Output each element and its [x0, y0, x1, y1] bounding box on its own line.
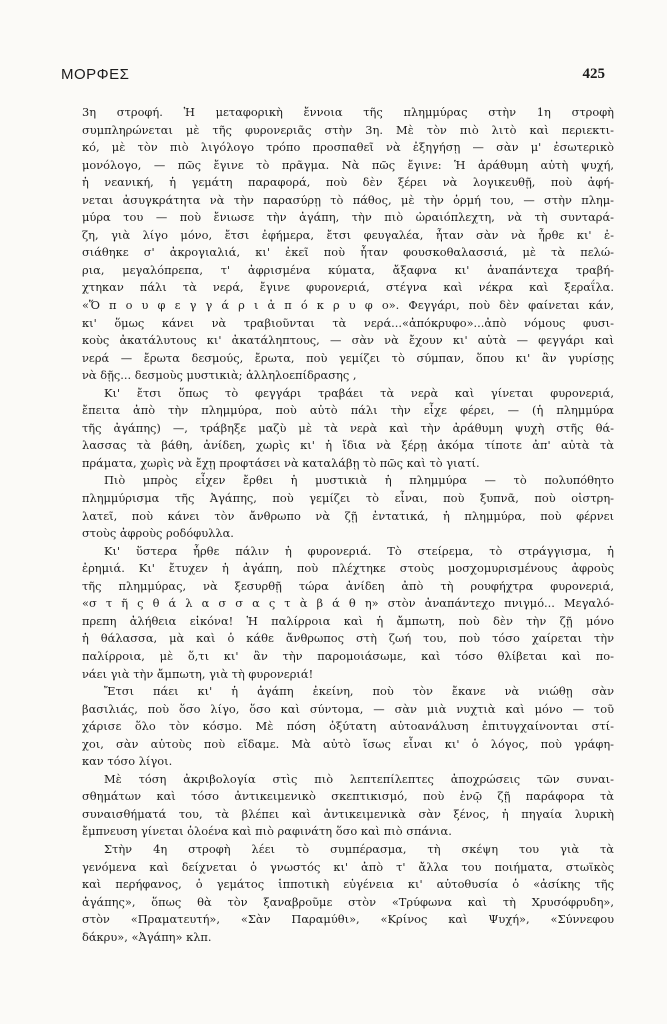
text-line: σιάθηκε σ' ἀκρογιαλιά, κι' ἐκεῖ ποὺ ἦταν φουσκοθαλασσιά, μὲ τὰ πελώ-: [82, 245, 614, 260]
text-line: Στὴν 4η στροφὴ λέει τὸ συμπέρασμα, τὴ σκέψη του γιὰ τὰ: [104, 841, 614, 856]
text-line: ρια, μεγαλόπρεπα, τ' ἀφρισμένα κύματα, ἄξαφνα κι' ἀναπάντεχα τραβή-: [82, 262, 614, 277]
text-line: λασσας τὰ βάθη, ἀνίδεη, χωρὶς κι' ἡ ἴδια νὰ ξέρῃ ἀκόμα τίποτε ἀπ' αὐτὰ τὰ: [82, 438, 614, 453]
text-line: Κι' ὕστερα ἦρθε πάλιν ἡ φυρονεριά. Τὸ στείρεμα, τὸ στράγγισμα, ἡ: [104, 543, 614, 558]
text-line: «σ τ ῆ ς θ ά λ α σ σ α ς τ ὰ β ά θ η» στὸν ἀναπάντεχο πνιγμό... Μεγαλό-: [82, 596, 614, 611]
text-line: στοὺς ἀφροὺς ροδόφυλλα.: [82, 526, 234, 541]
text-line: Κι' ἔτσι ὅπως τὸ φεγγάρι τραβάει τὰ νερὰ καὶ γίνεται φυρονεριά,: [104, 385, 614, 400]
text-line: κι' ὅμως κάνει νὰ τραβιοῦνται τὰ νερά...«ἀπόκρυφο»...ἀπὸ νόμους φυσι-: [82, 315, 614, 330]
text-line: νὰ δῇς... δεσμοὺς μυστικιὰ; ἀλληλοεπίδρασης ,: [82, 368, 357, 383]
text-line: ἡ θάλασσα, μὰ καὶ ὁ κάθε ἄνθρωπος στὴ ζωή του, ποὺ τόσο χαίρεται τὴν: [82, 631, 614, 646]
text-line: κό, μὲ τὸν πιὸ λιγόλογο τρόπο προσπαθεῖ νὰ ἐξηγήσῃ — σὰν μ' ἐσωτερικὸ: [82, 140, 614, 155]
text-line: τῆς πλημμύρας, νὰ ξεσυρθῇ τώρα ἀνίδεη ἀπὸ τὴ ρουφήχτρα φυρονεριά,: [82, 578, 614, 593]
text-line: χτηκαν πάλι τὰ νερά, ἔγινε φυρονεριά, στέγνα καὶ νέκρα καὶ ξεραΐλα.: [82, 280, 614, 295]
text-line: στὸν «Πραματευτή», «Σὰν Παραμύθι», «Κρίνος καὶ Ψυχή», «Σύννεφου: [82, 912, 614, 927]
text-line: νερά — ἔρωτα δεσμούς, ἔρωτα, ποὺ γεμίζει τὸ σύμπαν, ὅπου κι' ἂν γυρίσῃς: [82, 350, 614, 365]
text-line: μύρα του — ποὺ ἔνιωσε τὴν ἀγάπη, τὴν πιὸ ὡραιόπλεχτη, νὰ τὴ συνταρά-: [82, 210, 614, 225]
text-line: μονόλογο, — πῶς ἔγινε τὸ πρᾶγμα. Νὰ πῶς ἔγινε: Ἡ ἀράθυμη αὐτὴ ψυχή,: [82, 157, 614, 172]
text-line: νάει γιὰ τὴν ἄμπωτη, γιὰ τὴ φυρονεριά!: [82, 666, 314, 681]
text-line: σθημάτων καὶ τόσο ἀντικειμενικὸ σκεπτικισμό, ποὺ ἐνῷ ζῇ παράφορα τὰ: [82, 789, 614, 804]
text-line: πράματα, χωρὶς νὰ ἔχῃ προφτάσει νὰ καταλάβῃ τὸ πῶς καὶ τὸ γιατί.: [82, 455, 480, 470]
text-line: ἔπειτα ἀπὸ τὴν πλημμύρα, ποὺ αὐτὸ πάλι τὴν εἶχε φέρει, — (ἡ πλημμύρα: [82, 403, 614, 418]
body-text: [82, 104, 614, 946]
text-line: καν τόσο λίγοι.: [82, 754, 173, 769]
text-line: παλίρροια, μὲ ὅ,τι κι' ἂν τὴν παρομοιάσωμε, καὶ τόσο θλίβεται καὶ πο-: [82, 648, 614, 663]
text-line: Πιὸ μπρὸς εἶχεν ἔρθει ἡ μυστικιὰ ἡ πλημμύρα — τὸ πολυπόθητο: [104, 473, 614, 488]
text-line: λατεῖ, ποὺ κάνει τὸν ἄνθρωπο νὰ ζῇ ἐντατικά, ἡ πλημμύρα, ποὺ φέρνει: [82, 508, 614, 523]
text-line: ζη, γιὰ λίγο μόνο, ἔτσι ἐφήμερα, ἔτσι φευγαλέα, ἦταν σὰν νὰ ἦρθε κι' ἐ-: [82, 227, 614, 242]
text-line: ἔμπνευση γίνεται ὁλοένα καὶ πιὸ ραφινάτη ὅσο καὶ πιὸ σπάνια.: [82, 824, 452, 839]
running-header-title: ΜΟΡΦΕΣ: [61, 66, 130, 83]
text-line: βασιλιάς, ποὺ ὅσο λίγο, ὅσο καὶ σύντομα, — σὰν μιὰ νυχτιὰ καὶ μόνο — τοῦ: [82, 701, 614, 716]
text-line: 3η στροφή. Ἡ μεταφορικὴ ἔννοια τῆς πλημμύρας στὴν 1η στροφὴ: [82, 105, 614, 119]
text-line: νεται ἀσυγκράτητα νὰ τὴν παρασύρῃ τὸ πάθος, μὲ τὴν ὁρμή του, — στὴν πλημ-: [82, 192, 614, 207]
text-line: τῆς ἀγάπης) —, τράβηξε μαζὺ μὲ τὰ νερὰ καὶ τὴν ἀράθυμη ψυχὴ στῆς θά-: [82, 420, 614, 435]
text-line: κοὺς ἀκατάλυτους κι' ἀκατάληπτους, — σὰν νὰ ἔχουν κι' αὐτὰ — φεγγάρι καὶ: [82, 333, 614, 348]
text-line: συναισθήματά του, τὰ βλέπει καὶ ἀντικειμενικὰ σὰν ξένος, ἡ πηγαία λυρικὴ: [82, 806, 614, 821]
text-line: πλημμύρισμα τῆς Ἀγάπης, ποὺ γεμίζει τὸ εἶναι, ποὺ ξυπνᾶ, ποὺ οἰστρη-: [82, 491, 614, 506]
text-line: συμπληρώνεται μὲ τῆς φυρονεριᾶς στὴν 3η. Μὲ τὸν πιὸ λιτὸ καὶ περιεκτι-: [82, 122, 614, 137]
text-line: ἐρημιά. Κι' ἔτυχεν ἡ ἀγάπη, ποὺ πλέχτηκε στοὺς μοσχομυρισμένους ἀφροὺς: [82, 561, 614, 576]
text-line: πρεπη ἀλήθεια εἰκόνα! Ἡ παλίρροια καὶ ἡ ἄμπωτη, ποὺ δὲν τὴν ζῇ μόνο: [82, 613, 614, 628]
text-line: χάρισε ὅλο τὸν κόσμο. Μὲ πόση ὀξύτατη αὐτοανάλυση ἐπιτυγχαίνονται στί-: [82, 719, 614, 734]
text-line: δάκρυ», «Ἀγάπη» κλπ.: [82, 929, 212, 944]
page-number: 425: [582, 66, 605, 82]
text-line: γενόμενα καὶ δείχνεται ὁ γνωστός κι' ἀπὸ τ' ἄλλα του ποιήματα, στωϊκὸς: [82, 859, 614, 874]
text-line: ἡ νεανική, ἡ γεμάτη παραφορά, ποὺ δὲν ξέρει νὰ λογικευθῇ, ποὺ ἀφή-: [82, 175, 614, 190]
text-line: «Ὅ π ο υ φ ε γ γ ά ρ ι ἀ π ό κ ρ υ φ ο». Φεγγάρι, ποὺ δὲν φαίνεται κάν,: [82, 298, 614, 313]
text-line: καὶ περήφανος, ὁ γεμάτος ἱπποτικὴ εὐγένεια κι' αὐτοθυσία ὁ «ἀσίκης τῆς: [82, 877, 614, 892]
text-line: χοι, σὰν αὐτοὺς ποὺ εἴδαμε. Μὰ αὐτὸ ἴσως εἶναι κι' ὁ λόγος, ποὺ γράφη-: [82, 736, 614, 751]
text-line: Μὲ τόση ἀκριβολογία στὶς πιὸ λεπτεπίλεπτες ἀποχρώσεις τῶν συναι-: [104, 771, 614, 786]
text-line: Ἔτσι πάει κι' ἡ ἀγάπη ἐκείνη, ποὺ τὸν ἔκανε νὰ νιώθῃ σὰν: [104, 684, 614, 699]
text-line: ἀγάπης», ὅπως θὰ τὸν ξαναβροῦμε στὸν «Τρύφωνα καὶ τὴ Χρυσόφρυδη»,: [82, 894, 614, 909]
